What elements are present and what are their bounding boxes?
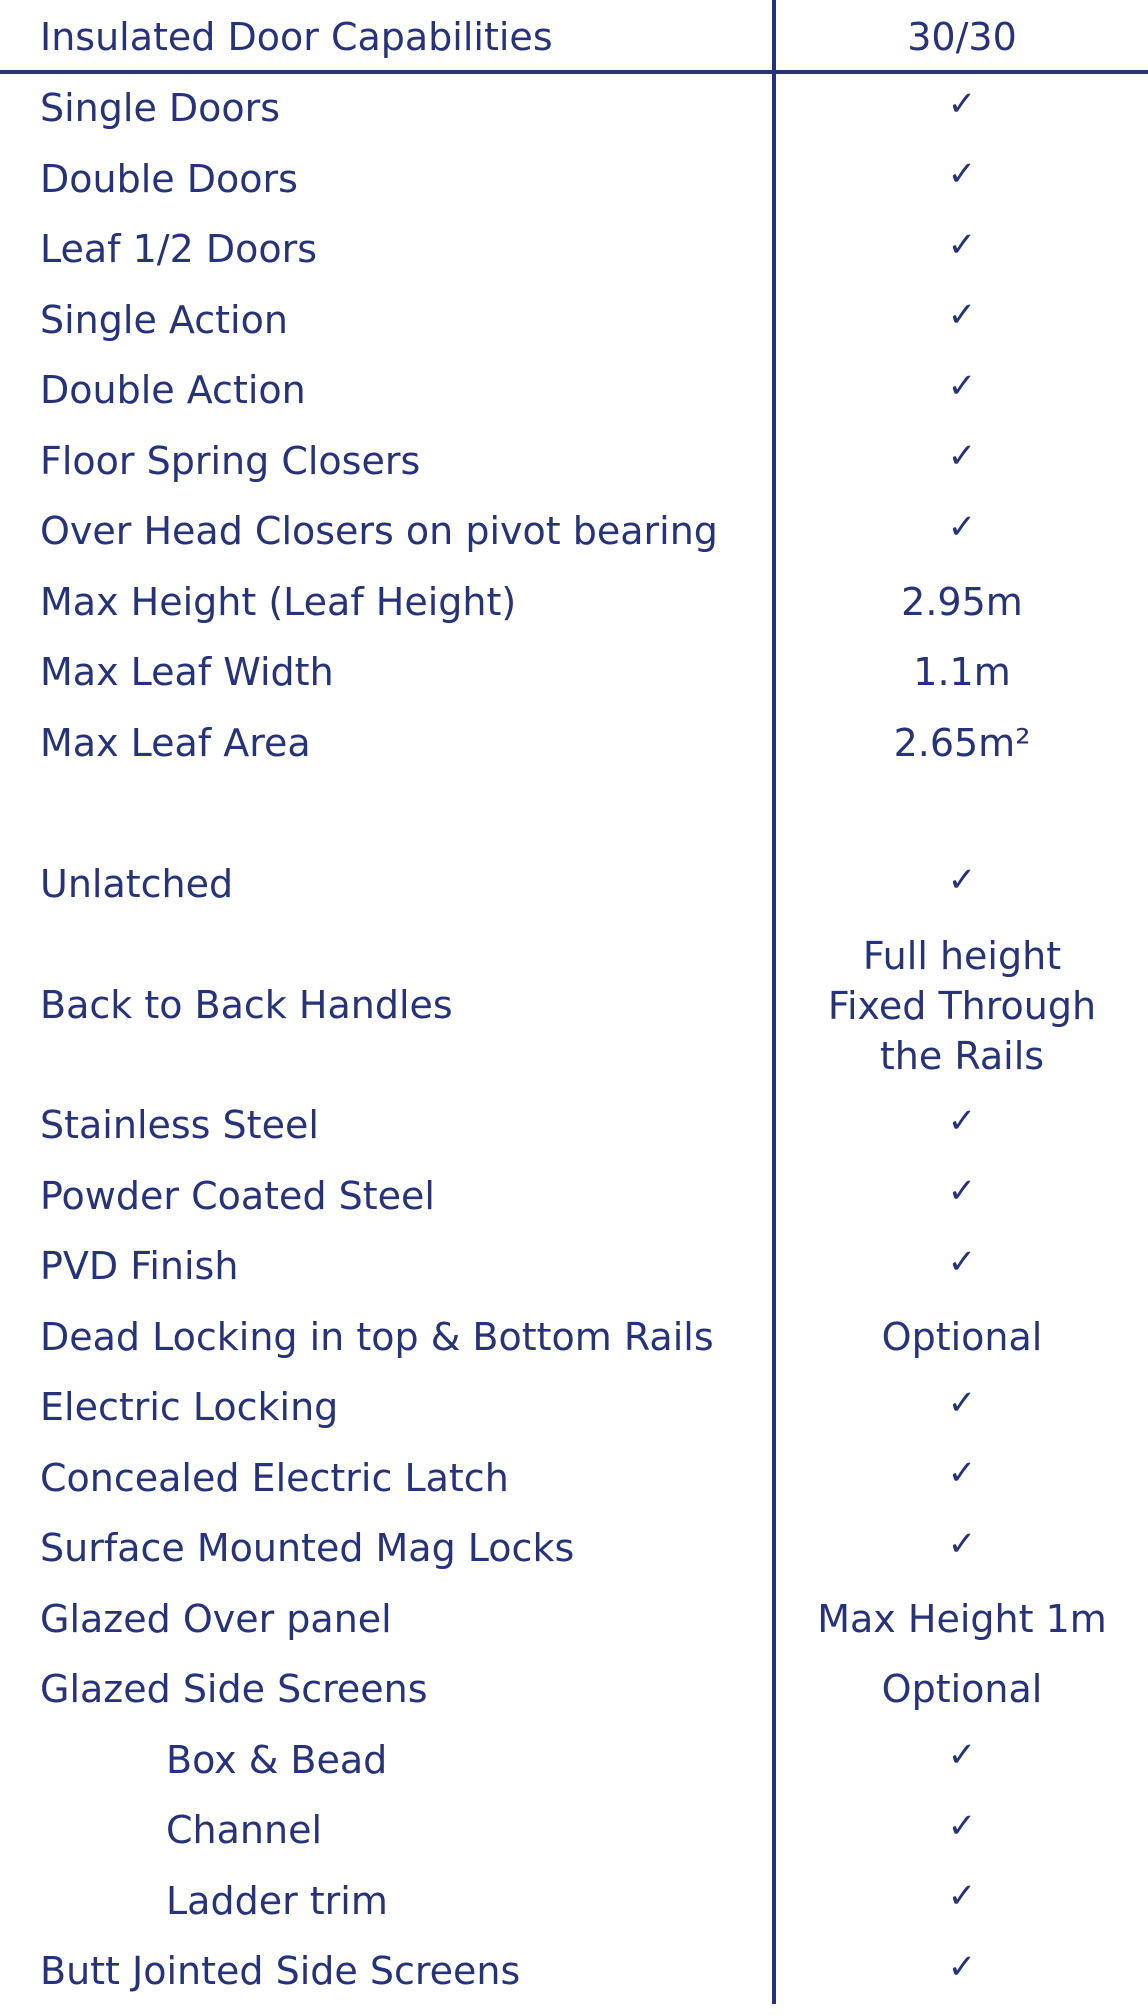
header-value: 30/30 — [907, 15, 1017, 59]
row-label: Stainless Steel — [40, 1103, 319, 1147]
row-label: Glazed Side Screens — [40, 1667, 428, 1711]
check-icon: ✓ — [947, 1242, 977, 1282]
check-icon: ✓ — [947, 84, 977, 124]
row-value: Max Height 1m — [817, 1597, 1107, 1641]
check-icon: ✓ — [947, 507, 977, 547]
check-icon: ✓ — [947, 860, 977, 900]
header-label: Insulated Door Capabilities — [40, 15, 553, 59]
row-label: Concealed Electric Latch — [40, 1456, 509, 1500]
check-icon: ✓ — [947, 1806, 977, 1846]
row-label: Electric Locking — [40, 1385, 339, 1429]
check-icon: ✓ — [947, 436, 977, 476]
header-divider — [0, 70, 1148, 74]
row-label: Max Leaf Area — [40, 721, 311, 765]
check-icon: ✓ — [947, 1453, 977, 1493]
row-label: Back to Back Handles — [40, 983, 453, 1027]
check-icon: ✓ — [947, 1876, 977, 1916]
row-label: Double Action — [40, 368, 306, 412]
row-value: Full height Fixed Through the Rails — [827, 934, 1097, 1078]
row-label: Dead Locking in top & Bottom Rails — [40, 1315, 714, 1359]
row-label: Double Doors — [40, 157, 298, 201]
row-label: Max Height (Leaf Height) — [40, 580, 517, 624]
check-icon: ✓ — [947, 1171, 977, 1211]
row-label: Powder Coated Steel — [40, 1174, 435, 1218]
row-value: 1.1m — [913, 650, 1011, 694]
check-icon: ✓ — [947, 154, 977, 194]
check-icon: ✓ — [947, 1735, 977, 1775]
row-label: Unlatched — [40, 862, 234, 906]
row-label: Surface Mounted Mag Locks — [40, 1526, 575, 1570]
row-label: Over Head Closers on pivot bearing — [40, 509, 718, 553]
row-label: Leaf 1/2 Doors — [40, 227, 318, 271]
row-label: PVD Finish — [40, 1244, 239, 1288]
row-value: Optional — [881, 1667, 1043, 1711]
row-value: Optional — [881, 1315, 1043, 1359]
sub-row-label: Ladder trim — [166, 1879, 388, 1923]
row-label: Glazed Over panel — [40, 1597, 392, 1641]
check-icon: ✓ — [947, 225, 977, 265]
check-icon: ✓ — [947, 366, 977, 406]
check-icon: ✓ — [947, 1383, 977, 1423]
check-icon: ✓ — [947, 1947, 977, 1987]
row-value: 2.65m² — [893, 721, 1031, 765]
row-label: Floor Spring Closers — [40, 439, 421, 483]
sub-row-label: Box & Bead — [166, 1738, 388, 1782]
row-label: Single Doors — [40, 86, 281, 130]
check-icon: ✓ — [947, 1524, 977, 1564]
check-icon: ✓ — [947, 1101, 977, 1141]
sub-row-label: Channel — [166, 1808, 323, 1852]
row-label: Single Action — [40, 298, 288, 342]
check-icon: ✓ — [947, 295, 977, 335]
row-label: Max Leaf Width — [40, 650, 334, 694]
row-value: 2.95m — [901, 580, 1023, 624]
row-label: Butt Jointed Side Screens — [40, 1949, 521, 1993]
